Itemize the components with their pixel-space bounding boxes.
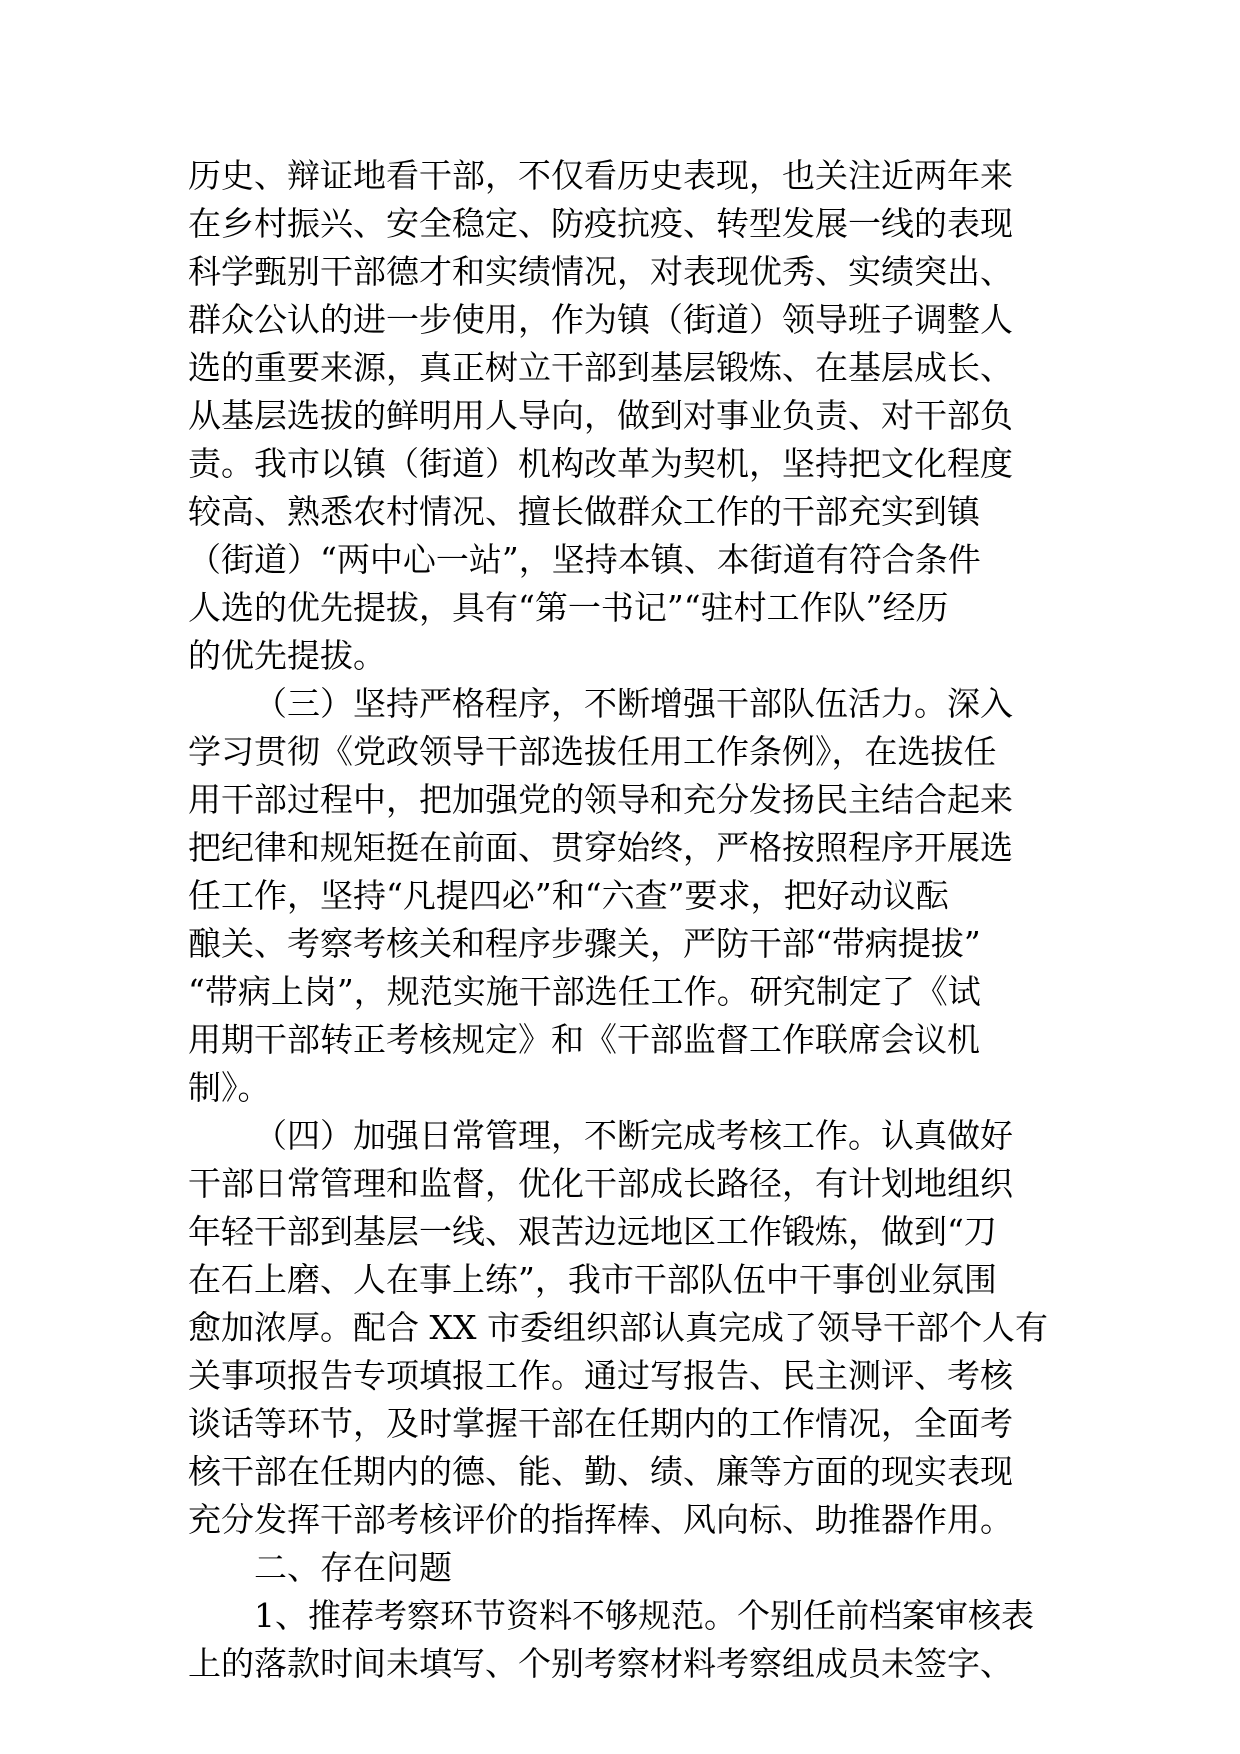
text-line: 酿关、考察考核关和程序步骤关，严防干部“带病提拔” (188, 924, 981, 963)
text-line: 关事项报告专项填报工作。通过写报告、民主测评、考核 (188, 1356, 1013, 1395)
text-line: 制》。 (188, 1068, 271, 1107)
text-line: （街道）“两中心一站”，坚持本镇、本街道有符合条件 (188, 540, 981, 579)
text-line: 选的重要来源，真正树立干部到基层锻炼、在基层成长、 (188, 348, 1013, 387)
text-line: 干部日常管理和监督，优化干部成长路径，有计划地组织 (188, 1164, 1013, 1203)
text-line: 的优先提拔。 (188, 636, 386, 675)
text-line: 从基层选拔的鲜明用人导向，做到对事业负责、对干部负 (188, 396, 1013, 435)
text-line: 核干部在任期内的德、能、勤、绩、廉等方面的现实表现 (188, 1452, 1013, 1491)
section-four-heading-line: （四）加强日常管理，不断完成考核工作。认真做好 (254, 1116, 1013, 1155)
text-line: 充分发挥干部考核评价的指挥棒、风向标、助推器作用。 (188, 1500, 1013, 1539)
problem-one-line: 1、推荐考察环节资料不够规范。个别任前档案审核表 (254, 1596, 1034, 1635)
text-line: 在石上磨、人在事上练”，我市干部队伍中干事创业氛围 (188, 1260, 997, 1299)
text-line: 责。我市以镇（街道）机构改革为契机，坚持把文化程度 (188, 444, 1013, 483)
text-line: 用干部过程中，把加强党的领导和充分发扬民主结合起来 (188, 780, 1013, 819)
text-line: 愈加浓厚。配合 XX 市委组织部认真完成了领导干部个人有 (188, 1308, 1048, 1347)
text-line: 群众公认的进一步使用，作为镇（街道）领导班子调整人 (188, 300, 1013, 339)
text-line: 把纪律和规矩挺在前面、贯穿始终，严格按照程序开展选 (188, 828, 1013, 867)
text-line: 上的落款时间未填写、个别考察材料考察组成员未签字、 (188, 1644, 1013, 1683)
section-three-heading-line: （三）坚持严格程序，不断增强干部队伍活力。深入 (254, 684, 1013, 723)
text-line: “带病上岗”，规范实施干部选任工作。研究制定了《试 (188, 972, 981, 1011)
text-line: 年轻干部到基层一线、艰苦边远地区工作锻炼，做到“刀 (188, 1212, 997, 1251)
text-line: 学习贯彻《党政领导干部选拔任用工作条例》，在选拔任 (188, 732, 997, 771)
text-line: 用期干部转正考核规定》和《干部监督工作联席会议机 (188, 1020, 980, 1059)
document-body (188, 152, 1058, 1688)
text-line: 任工作，坚持“凡提四必”和“六查”要求，把好动议酝 (188, 876, 949, 915)
text-line: 科学甄别干部德才和实绩情况，对表现优秀、实绩突出、 (188, 252, 1013, 291)
text-line: 在乡村振兴、安全稳定、防疫抗疫、转型发展一线的表现 (188, 204, 1013, 243)
text-line: 历史、辩证地看干部，不仅看历史表现，也关注近两年来 (188, 156, 1013, 195)
text-line: 人选的优先提拔，具有“第一书记”“驻村工作队”经历 (188, 588, 949, 627)
problems-heading: 二、存在问题 (254, 1548, 452, 1587)
text-line: 谈话等环节，及时掌握干部在任期内的工作情况，全面考 (188, 1404, 1013, 1443)
text-line: 较高、熟悉农村情况、擅长做群众工作的干部充实到镇 (188, 492, 980, 531)
